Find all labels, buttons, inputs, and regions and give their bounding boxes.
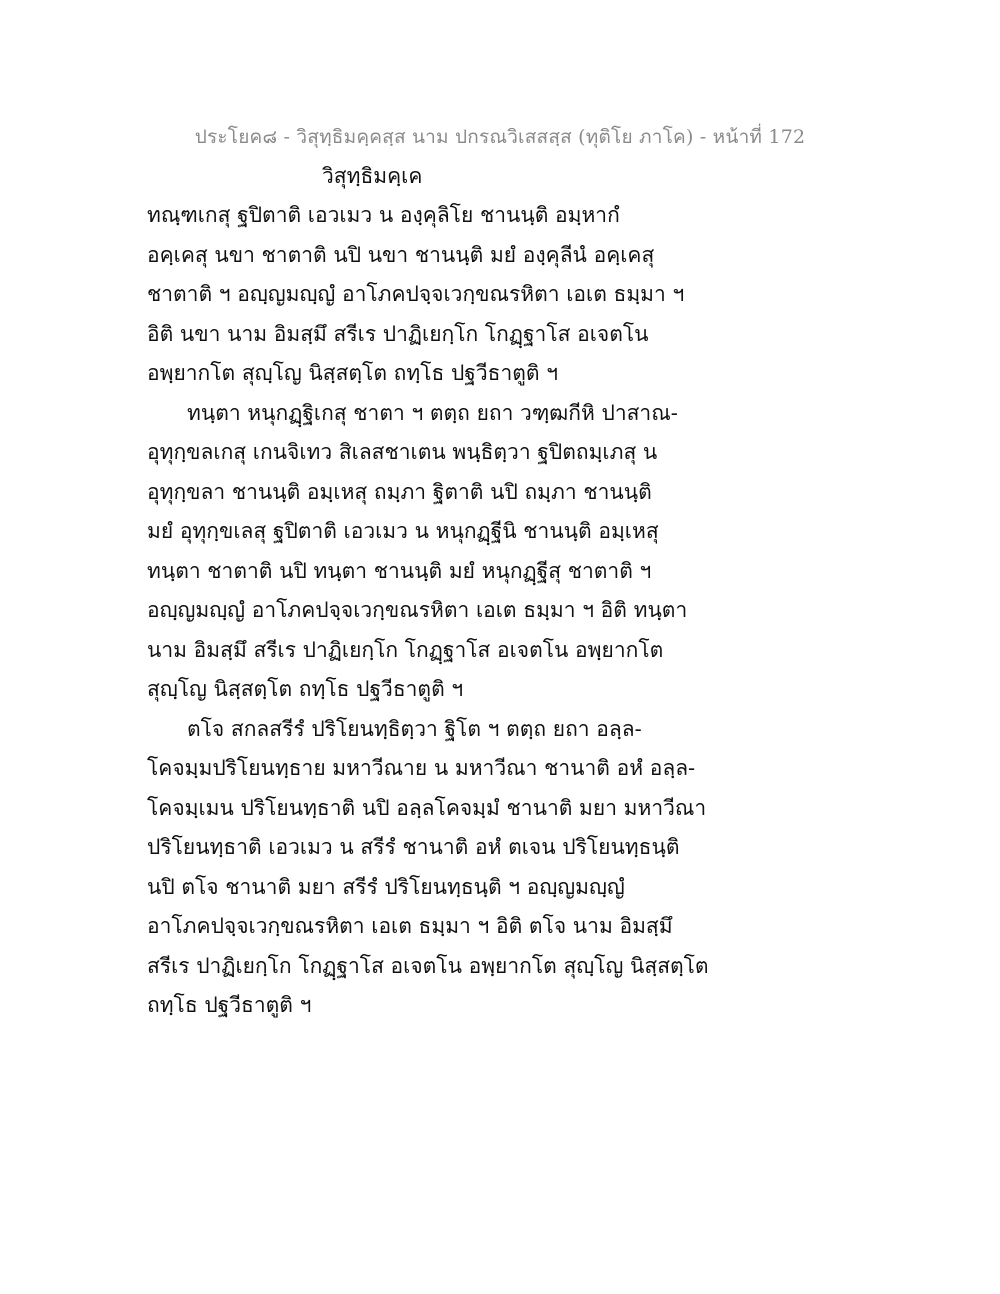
text-line: สุญฺโญ นิสฺสตฺโต ถทฺโธ ปฐวีธาตูติ ฯ: [147, 677, 464, 701]
text-line: อคฺเคสุ นขา ชาตาติ นปิ นขา ชานนฺติ มยํ องฺคุลีนํ อคฺเคสุ: [147, 242, 655, 267]
text-line: อาโภคปจฺจเวกฺขณรหิตา เอเต ธมฺมา ฯ อิติ ตโจ นาม อิมสฺมึ: [147, 914, 673, 938]
paragraph-start-line: ตโจ สกลสรีรํ ปริโยนทฺธิตฺวา ฐิโต ฯ ตตฺถ ยถา อลฺล-: [187, 716, 642, 741]
paragraph-start-line: ทนฺตา หนุกฏฺฐิเกสุ ชาตา ฯ ตตฺถ ยถา วฑฺฒกีหิ ปาสาณ-: [187, 400, 678, 425]
text-line: ทณฺฑเกสุ ฐปิตาติ เอวเมว น องฺคุลิโย ชานนฺติ อมฺหากํ: [147, 203, 620, 227]
text-line: ถทฺโธ ปฐวีธาตูติ ฯ: [147, 993, 312, 1017]
body-text: [147, 196, 847, 1026]
text-line: สรีเร ปาฏิเยกฺโก โกฏฺฐาโส อเจตโน อพฺยากโต สุญฺโญ นิสฺสตฺโต: [147, 953, 709, 978]
text-line: อพฺยากโต สุญฺโญ นิสฺสตฺโต ถทฺโธ ปฐวีธาตูติ ฯ: [147, 361, 559, 385]
text-line: ปริโยนทฺธาติ เอวเมว น สรีรํ ชานาติ อหํ ตเจน ปริโยนทฺธนฺติ: [147, 835, 680, 859]
text-line: อุทุกฺขลเกสุ เกนจิเทว สิเลสชาเตน พนฺธิตฺวา ฐปิตถมฺเภสุ น: [147, 440, 658, 464]
text-line: โคจมฺเมน ปริโยนทฺธาติ นปิ อลฺลโคจมฺมํ ชานาติ มยา มหาวีณา: [147, 795, 707, 820]
text-line: อิติ นขา นาม อิมสฺมึ สรีเร ปาฏิเยกฺโก โกฏฺฐาโส อเจตโน: [147, 321, 649, 346]
text-line: อุทุกฺขลา ชานนฺติ อมฺเหสุ ถมฺภา ฐิตาติ นปิ ถมฺภา ชานนฺติ: [147, 479, 652, 504]
running-header: ประโยค๘ - วิสุทฺธิมคฺคสฺส นาม ปกรณวิเสสสฺส (ทุติโย ภาโค) - หน้าที่ 172: [194, 126, 806, 148]
text-line: นปิ ตโจ ชานาติ มยา สรีรํ ปริโยนทฺธนฺติ ฯ อญฺญมญฺญํ: [147, 874, 625, 899]
text-line: โคจมฺมปริโยนทฺธาย มหาวีณาย น มหาวีณา ชานาติ อหํ อลฺล-: [147, 756, 696, 780]
text-line: อญฺญมญฺญํ อาโภคปจฺจเวกฺขณรหิตา เอเต ธมฺมา ฯ อิติ ทนฺตา: [147, 598, 688, 622]
text-line: มยํ อุทุกฺขเลสุ ฐปิตาติ เอวเมว น หนุกฏฺฐีนิ ชานนฺติ อมฺเหสุ: [147, 519, 659, 543]
text-line: ชาตาติ ฯ อญฺญมญฺญํ อาโภคปจฺจเวกฺขณรหิตา เอเต ธมฺมา ฯ: [147, 282, 685, 306]
text-line: นาม อิมสฺมึ สรีเร ปาฏิเยกฺโก โกฏฺฐาโส อเจตโน อพฺยากโต: [147, 637, 664, 662]
text-line: ทนฺตา ชาตาติ นปิ ทนฺตา ชานนฺติ มยํ หนุกฏฺฐีสุ ชาตาติ ฯ: [147, 558, 652, 583]
section-title: วิสุทฺธิมคฺเค: [322, 164, 423, 188]
